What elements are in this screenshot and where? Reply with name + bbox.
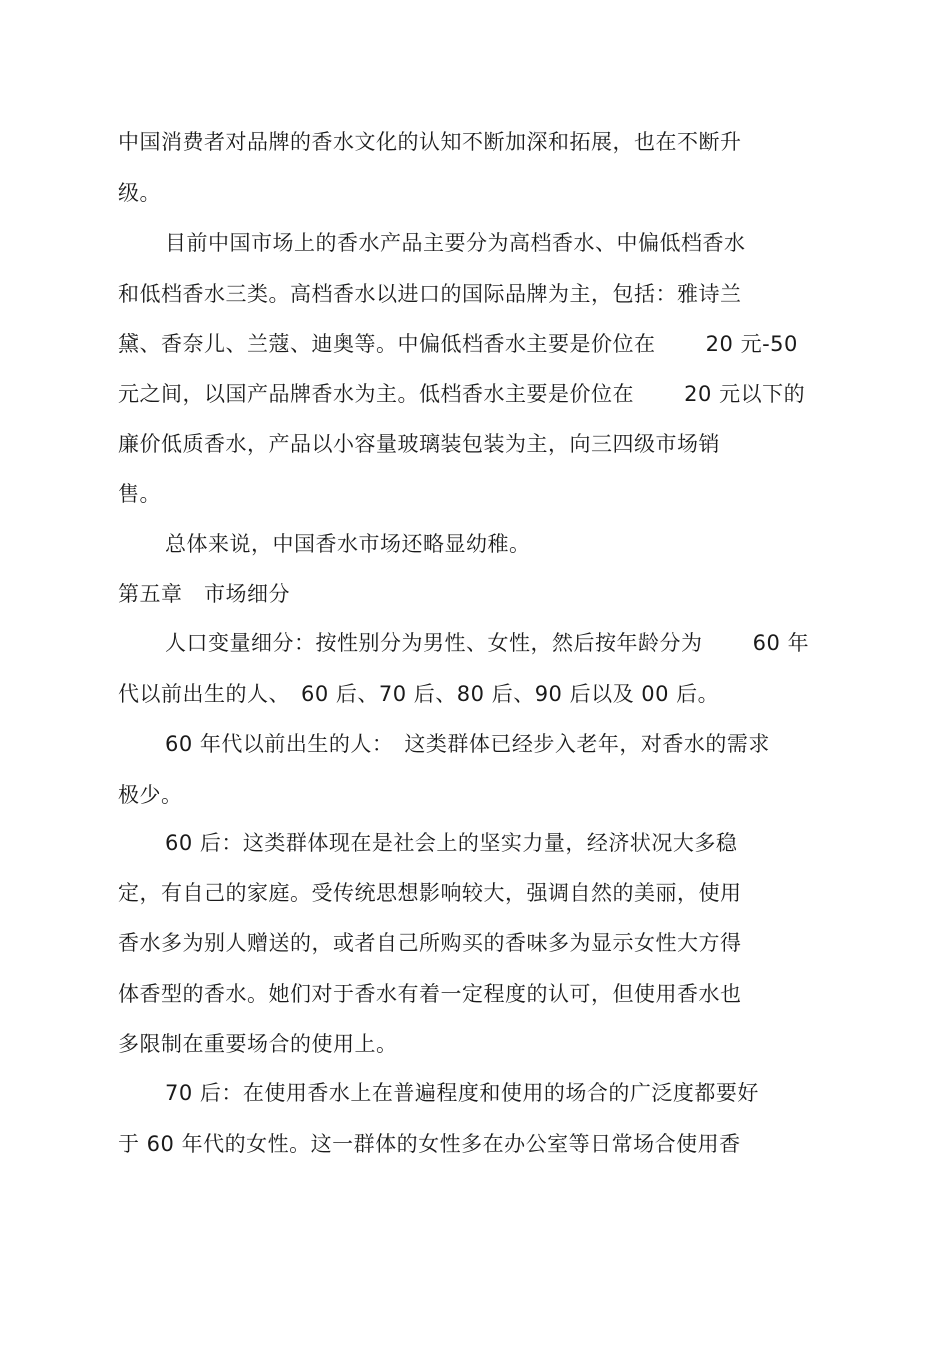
text-line: 人口变量细分：按性别分为男性、女性，然后按年龄分为 60 年 bbox=[165, 631, 810, 655]
text-line: 体香型的香水。她们对于香水有着一定程度的认可，但使用香水也 bbox=[118, 982, 742, 1006]
section-heading: 第五章 市场细分 bbox=[118, 582, 290, 606]
text-line: 60 年代以前出生的人： 这类群体已经步入老年，对香水的需求 bbox=[165, 732, 770, 756]
text-line: 黛、香奈儿、兰蔻、迪奥等。中偏低档香水主要是价位在 20 元-50 bbox=[118, 332, 798, 356]
text-line: 元之间，以国产品牌香水为主。低档香水主要是价位在 20 元以下的 bbox=[118, 382, 806, 406]
text-line: 总体来说，中国香水市场还略显幼稚。 bbox=[165, 532, 531, 556]
text-line: 和低档香水三类。高档香水以进口的国际品牌为主，包括：雅诗兰 bbox=[118, 282, 742, 306]
text-line: 售。 bbox=[118, 482, 161, 506]
text-line: 60 后：这类群体现在是社会上的坚实力量，经济状况大多稳 bbox=[165, 831, 738, 855]
text-line: 极少。 bbox=[118, 783, 183, 807]
text-line: 廉价低质香水，产品以小容量玻璃装包装为主，向三四级市场销 bbox=[118, 432, 720, 456]
text-line: 70 后：在使用香水上在普遍程度和使用的场合的广泛度都要好 bbox=[165, 1081, 759, 1105]
text-line: 级。 bbox=[118, 181, 161, 205]
text-line: 于 60 年代的女性。这一群体的女性多在办公室等日常场合使用香 bbox=[118, 1132, 741, 1156]
text-line: 代以前出生的人、 60 后、70 后、80 后、90 后以及 00 后。 bbox=[118, 682, 720, 706]
text-line: 目前中国市场上的香水产品主要分为高档香水、中偏低档香水 bbox=[165, 231, 746, 255]
text-line: 多限制在重要场合的使用上。 bbox=[118, 1032, 398, 1056]
text-line: 定，有自己的家庭。受传统思想影响较大，强调自然的美丽，使用 bbox=[118, 881, 742, 905]
text-line: 中国消费者对品牌的香水文化的认知不断加深和拓展，也在不断升 bbox=[118, 130, 742, 154]
text-line: 香水多为别人赠送的，或者自己所购买的香味多为显示女性大方得 bbox=[118, 931, 742, 955]
